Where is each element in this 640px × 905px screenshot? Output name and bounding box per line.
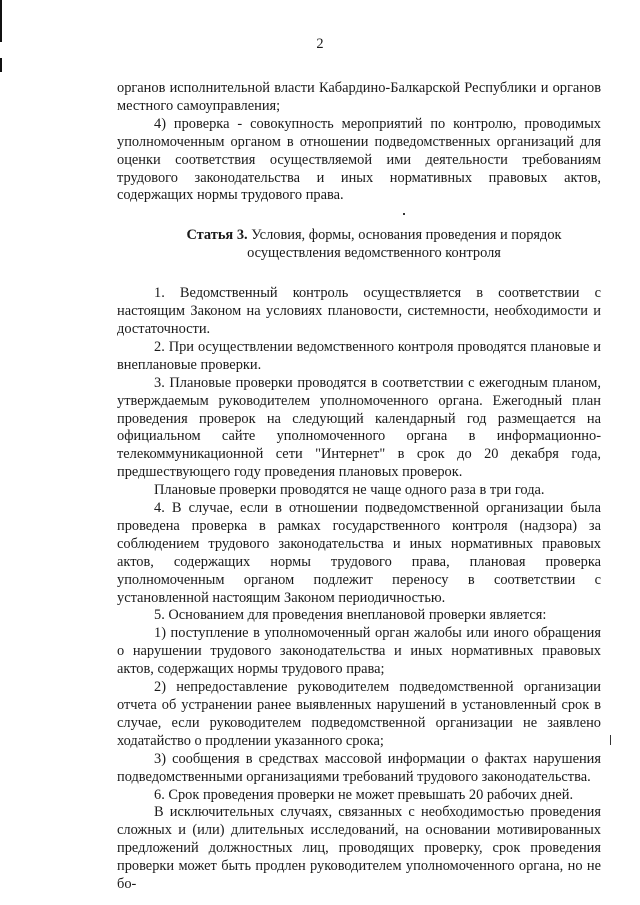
scan-speck	[610, 735, 611, 745]
document-body	[117, 80, 601, 894]
page-number: 2	[316, 36, 324, 52]
paragraph: 4) проверка - совокупность мероприятий по контролю, проводимых уполномоченным органом в отношении подведомственных организаций для оценки соответствия осуществляемой ими деятельности требованиям трудового законодательства и иных нормативных правовых актов, содержащих нормы трудового права.	[117, 115, 601, 204]
paragraph: 2) непредоставление руководителем подведомственной организации отчета об устранении ранее выявленных нарушений в установленный срок в случае, если руководителем подведомственной организации не заявлено ходатайство о продлении указанного срока;	[117, 679, 601, 749]
paragraph: В исключительных случаях, связанных с необходимостью проведения сложных и (или) длительных исследований, на основании мотивированных предложений должностных лиц, проводящих проверку, срок проведения проверки может быть продлен руководителем уполномоченного органа, но не бо-	[117, 804, 601, 893]
left-edge-mark	[0, 58, 2, 72]
paragraph: 3) сообщения в средствах массовой информации о фактах нарушения подведомственными организациями требований трудового законодательства.	[117, 750, 601, 785]
paragraph: 6. Срок проведения проверки не может превышать 20 рабочих дней.	[154, 786, 574, 803]
paragraph: 2. При осуществлении ведомственного контроля проводятся плановые и внеплановые проверки.	[117, 338, 601, 373]
paragraph: 1. Ведомственный контроль осуществляется в соответствии с настоящим Законом на условиях плановости, системности, необходимости и достаточности.	[117, 285, 601, 337]
paragraph: 3. Плановые проверки проводятся в соответствии с ежегодным планом, утверждаемым руководителем уполномоченного органа. Ежегодный план проведения проверок на следующий календарный год размещается на официальном сайте уполномоченного органа в информационно-телекоммуникационной сети "Интернет" в срок до 20 декабря года, предшествующего году проведения плановых проверок.	[117, 374, 601, 481]
article-title-line2: осуществления ведомственного контроля	[247, 245, 501, 262]
article-heading	[117, 227, 601, 263]
article-title-line1: Условия, формы, основания проведения и порядок	[251, 227, 562, 244]
article-number: Статья 3.	[186, 227, 248, 244]
paragraph: 4. В случае, если в отношении подведомственной организации была проведена проверка в рамках государственного контроля (надзора) за соблюдением трудового законодательства и иных нормативных правовых актов, содержащих нормы трудового права, плановая проверка уполномоченным органом подлежит переносу в соответствии с установленной настоящим Законом периодичностью.	[117, 500, 601, 606]
paragraphs-after-article	[117, 285, 601, 894]
paragraph: Плановые проверки проводятся не чаще одного раза в три года.	[154, 482, 545, 499]
paragraph: органов исполнительной власти Кабардино-Балкарской Республики и органов местного самоуправления;	[117, 80, 601, 114]
paragraphs-before-article	[117, 80, 601, 205]
paragraph: 1) поступление в уполномоченный орган жалобы или иного обращения о нарушении трудового законодательства и иных нормативных правовых актов, содержащих нормы трудового права;	[117, 625, 601, 678]
paragraph: 5. Основанием для проведения внеплановой проверки является:	[154, 607, 547, 624]
